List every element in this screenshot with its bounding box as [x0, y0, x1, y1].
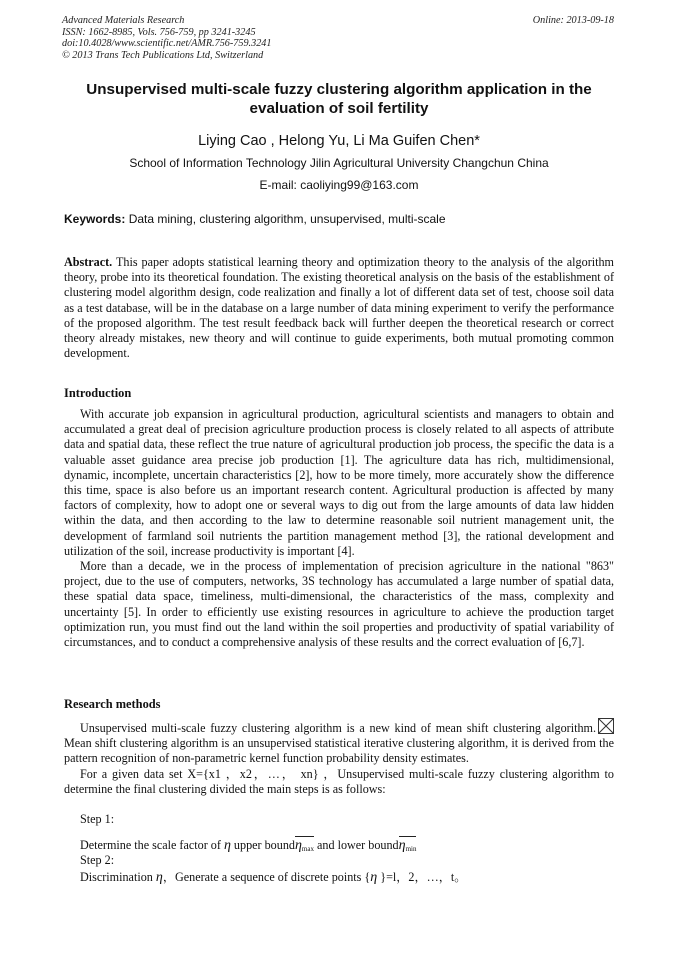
- abstract-label: Abstract.: [64, 255, 113, 269]
- step2-text-a: Discrimination: [80, 870, 156, 884]
- step-1-label: Step 1:: [80, 812, 115, 826]
- eta-symbol-2: η: [155, 870, 163, 885]
- methods-body: [64, 718, 614, 797]
- issn-line: ISSN: 1662-8985, Vols. 756-759, pp 3241-3245: [62, 26, 256, 38]
- step1-text-c: and lower bound: [313, 838, 399, 852]
- keywords-text: Data mining, clustering algorithm, unsupervised, multi-scale: [125, 212, 446, 226]
- introduction-heading: Introduction: [64, 386, 132, 400]
- intro-paragraph-2: More than a decade, we in the process of implementation of precision agriculture in the national "863" project, due to the use of computers, networks, 3S technology has accumulated a large number of spatial data, these spatial data space, timeliness, multi-dimensional, the characteristics of the mass, complexity and uncertainty [5]. In order to efficiently use existing resources in agriculture to achieve the production target optimization run, you must find out the land within the soil properties and productivity of spatial variability of circumstances, and to conduct a comprehensive analysis of these results and the correct evaluation of [6,7].: [64, 559, 614, 650]
- eta-symbol-3: η: [370, 870, 378, 885]
- abstract: [64, 255, 614, 361]
- step2-text-c: }=l，2，…，t。: [377, 870, 467, 884]
- eta-max-symbol: [295, 836, 314, 854]
- doi-line[interactable]: doi:10.4028/www.scientific.net/AMR.756-759.3241: [62, 38, 272, 49]
- intro-paragraph-1: With accurate job expansion in agricultural production, agricultural scientists and managers to obtain and accumulated a great deal of precision agriculture production process is closely related to all aspects of attribute data and spatial data, these reflect the true nature of agricultural production job process, the specific the data is a valuable asset guidance area precise job production [1]. The agriculture data has rich, multidimensional, dynamic, incomplete, uncertain characteristics [2], how to be more timely, more accurately show the difference this time, space is also before us an important research content. Agricultural production is affected by many factors of complexity, how to adopt one or several ways to dig out from the large amounts of data law hidden within the data, and then according to the law to determine reasonable soil nutrient management unit, the development of farmland soil nutrients the partition management method [3], the rational development and utilization of the soil, increase productivity is important [4].: [64, 407, 614, 558]
- paper-title: [40, 80, 638, 118]
- step2-text-b: ，Generate a sequence of discrete points {: [162, 870, 371, 884]
- methods-p1-part-b: Mean shift clustering algorithm is an unsupervised statistical iterative clustering algorithm, it is derived from the pattern recognition of non-parametric kernel function probability density estimates.: [64, 736, 614, 766]
- eta-min-symbol: [399, 836, 417, 854]
- broken-image-icon: [598, 718, 614, 734]
- introduction-body: [64, 407, 614, 650]
- keywords: [64, 212, 624, 227]
- title-line-2: evaluation of soil fertility: [249, 100, 429, 117]
- title-line-1: Unsupervised multi-scale fuzzy clustering algorithm application in the: [86, 81, 592, 98]
- keywords-label: Keywords:: [64, 212, 126, 226]
- email[interactable]: E-mail: caoliying99@163.com: [259, 178, 419, 192]
- step1-text-a: Determine the scale factor of: [80, 838, 224, 852]
- step-1-formula: [80, 836, 416, 854]
- methods-p1-part-a: Unsupervised multi-scale fuzzy clustering algorithm is a new kind of mean shift clustering algorithm.: [80, 721, 596, 735]
- online-date: Online: 2013-09-18: [532, 15, 614, 26]
- eta-symbol: η: [223, 838, 231, 853]
- step-2-formula: [80, 868, 466, 886]
- step-2-label: Step 2:: [80, 853, 115, 867]
- affiliation: School of Information Technology Jilin Agricultural University Changchun China: [129, 156, 549, 170]
- eta-min-eta: η: [398, 838, 406, 853]
- abstract-text: This paper adopts statistical learning theory and optimization theory to the analysis of the algorithm theory, probe into its theoretical foundation. The existing theoretical analysis on the basis of the establishment of clustering model algorithm design, code realization and finally a lot of different data set of test, choose soil data as a test database, will be in the database on a large number of data mining experiment to verify the performance of the proposed algorithm. The test result feedback back will further deepen the theoretical research or correct theory already mistakes, new theory and will continue to guide experiments, both mutual promoting common development.: [64, 255, 614, 361]
- methods-heading: Research methods: [64, 697, 161, 711]
- step1-text-b: upper bound: [230, 838, 295, 852]
- authors: Liying Cao , Helong Yu, Li Ma Guifen Chen*: [198, 133, 480, 149]
- copyright-line: © 2013 Trans Tech Publications Ltd, Switzerland: [62, 49, 264, 61]
- eta-max-subscript: max: [301, 845, 314, 853]
- methods-paragraph-2: For a given data set X={x1 ，x2，…， xn} ，Unsupervised multi-scale fuzzy clustering algorithm to determine the final clustering divided the main steps is as follows:: [64, 766, 614, 796]
- eta-max-eta: η: [294, 838, 302, 853]
- methods-paragraph-1: [64, 718, 614, 767]
- journal-name: Advanced Materials Research: [62, 15, 185, 26]
- eta-min-subscript: min: [405, 845, 417, 853]
- journal-header: [62, 15, 462, 61]
